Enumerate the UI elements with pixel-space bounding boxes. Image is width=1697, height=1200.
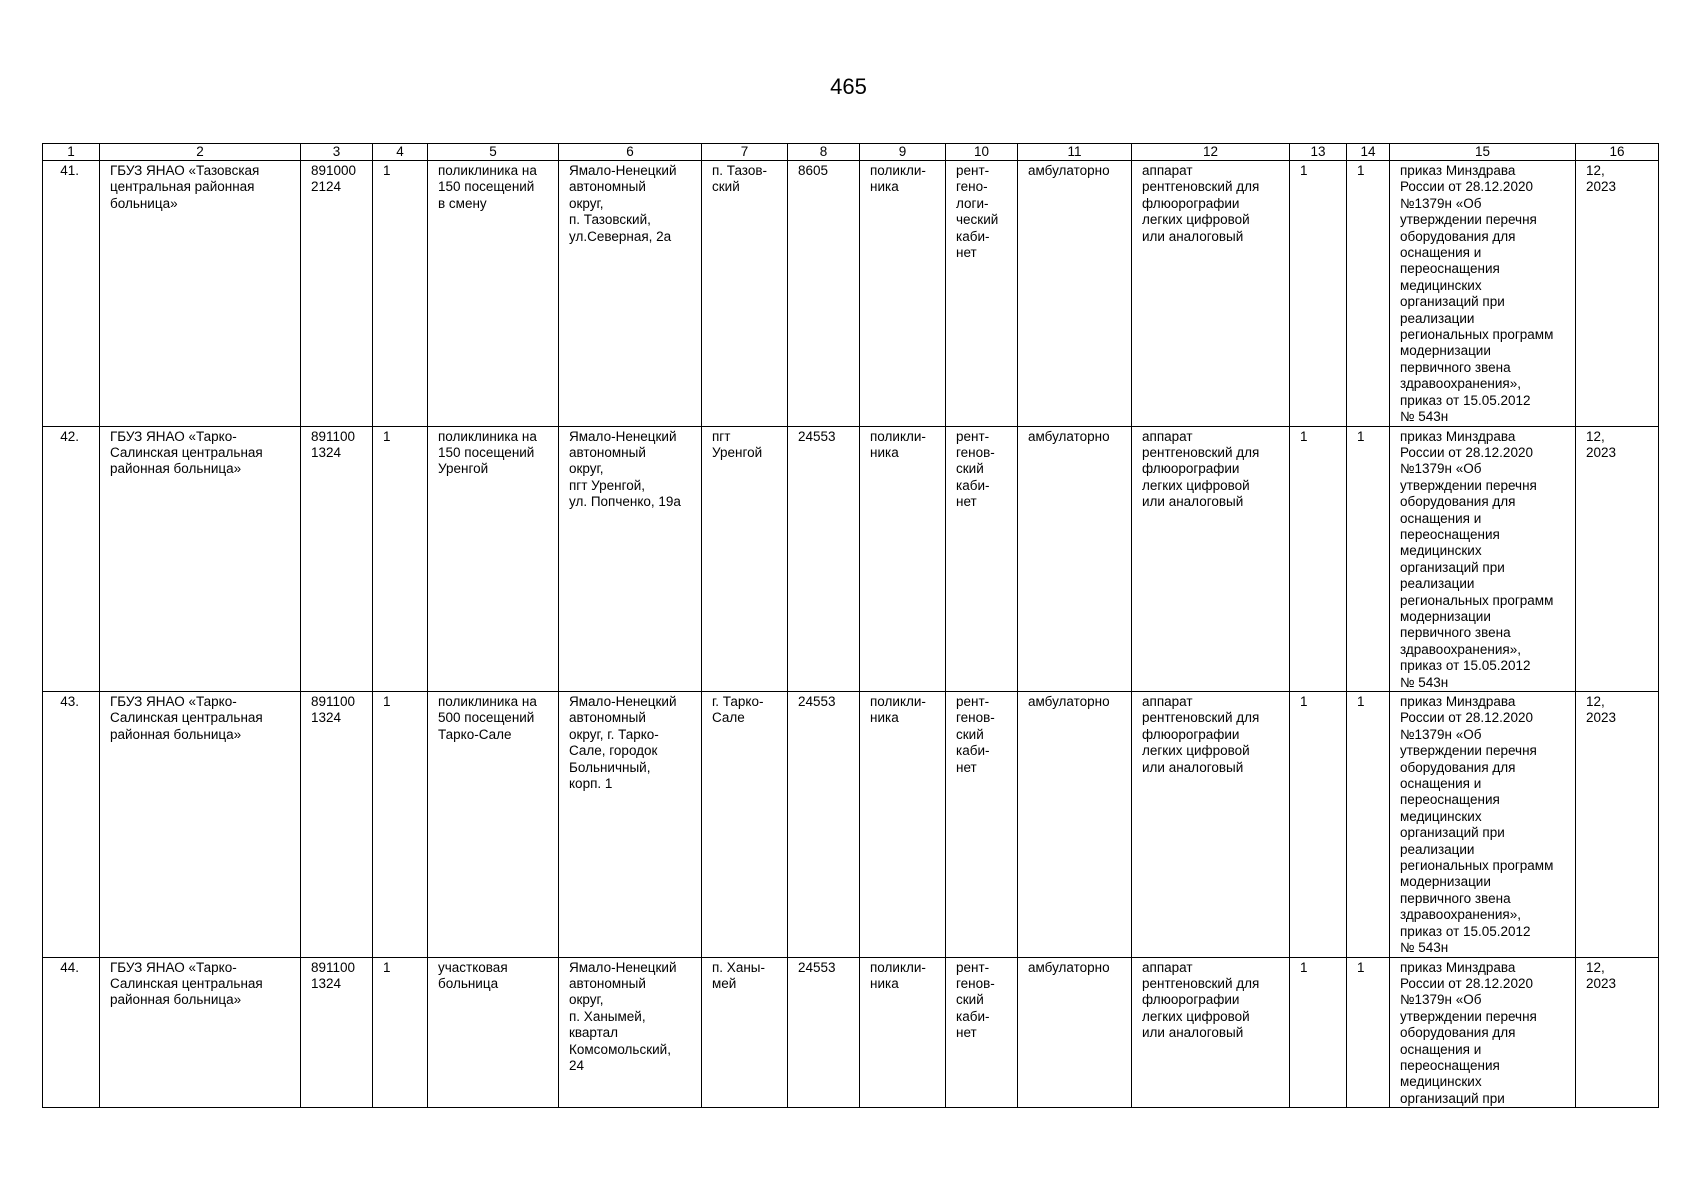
care-conditions: амбулаторно (1018, 957, 1132, 1108)
unit-type: поликли- ника (860, 426, 946, 692)
institution-code: 891100 1324 (301, 692, 373, 958)
deadline: 12, 2023 (1576, 426, 1659, 692)
regulatory-basis: приказ Минздрава России от 28.12.2020 №1379н «Об утверждении перечня оборудования для оснащения и переоснащения медицинских организаций при реализации региональных программ модернизации первичного звена здравоохранения», приказ от 15.05.2012 № 543н (1390, 692, 1576, 958)
row-number: 44. (43, 957, 100, 1108)
column-header: 7 (702, 144, 788, 161)
facility-type: поликлиника на 500 посещений Тарко-Сале (428, 692, 559, 958)
facility-address: Ямало-Ненецкий автономный округ, п. Тазовский, ул.Северная, 2а (559, 161, 702, 427)
column-header: 2 (100, 144, 301, 161)
table-row (43, 161, 1659, 427)
institution-code: 891100 1324 (301, 957, 373, 1108)
institution-name: ГБУЗ ЯНАО «Тарко- Салинская центральная районная больница» (100, 426, 301, 692)
regulatory-basis: приказ Минздрава России от 28.12.2020 №1379н «Об утверждении перечня оборудования для оснащения и переоснащения медицинских организаций при (1390, 957, 1576, 1108)
column-header: 11 (1018, 144, 1132, 161)
population: 24553 (788, 426, 860, 692)
table-header-row (43, 144, 1659, 161)
page-number: 465 (830, 74, 867, 99)
cell-col-4: 1 (373, 161, 428, 427)
facility-type: поликлиника на 150 посещений в смену (428, 161, 559, 427)
facility-address: Ямало-Ненецкий автономный округ, п. Ханымей, квартал Комсомольский, 24 (559, 957, 702, 1108)
equipment-name: аппарат рентгеновский для флюорографии легких цифровой или аналоговый (1132, 426, 1290, 692)
department: рент- генов- ский каби- нет (946, 692, 1018, 958)
equipment-name: аппарат рентгеновский для флюорографии легких цифровой или аналоговый (1132, 161, 1290, 427)
table-row (43, 426, 1659, 692)
department: рент- генов- ский каби- нет (946, 426, 1018, 692)
deadline: 12, 2023 (1576, 692, 1659, 958)
population: 8605 (788, 161, 860, 427)
column-header: 10 (946, 144, 1018, 161)
cell-col-4: 1 (373, 692, 428, 958)
institution-name: ГБУЗ ЯНАО «Тарко- Салинская центральная районная больница» (100, 957, 301, 1108)
population: 24553 (788, 957, 860, 1108)
institution-code: 891000 2124 (301, 161, 373, 427)
column-header: 5 (428, 144, 559, 161)
care-conditions: амбулаторно (1018, 692, 1132, 958)
unit-type: поликли- ника (860, 957, 946, 1108)
regulatory-basis: приказ Минздрава России от 28.12.2020 №1379н «Об утверждении перечня оборудования для оснащения и переоснащения медицинских организаций при реализации региональных программ модернизации первичного звена здравоохранения», приказ от 15.05.2012 № 543н (1390, 161, 1576, 427)
equipment-name: аппарат рентгеновский для флюорографии легких цифровой или аналоговый (1132, 957, 1290, 1108)
institution-name: ГБУЗ ЯНАО «Тазовская центральная районная больница» (100, 161, 301, 427)
unit-type: поликли- ника (860, 161, 946, 427)
institution-code: 891100 1324 (301, 426, 373, 692)
row-number: 43. (43, 692, 100, 958)
department: рент- гено- логи- ческий каби- нет (946, 161, 1018, 427)
column-header: 14 (1347, 144, 1390, 161)
deadline: 12, 2023 (1576, 161, 1659, 427)
cell-col-13: 1 (1290, 692, 1347, 958)
cell-col-14: 1 (1347, 957, 1390, 1108)
deadline: 12, 2023 (1576, 957, 1659, 1108)
facility-address: Ямало-Ненецкий автономный округ, пгт Уренгой, ул. Попченко, 19а (559, 426, 702, 692)
cell-col-13: 1 (1290, 161, 1347, 427)
row-number: 41. (43, 161, 100, 427)
column-header: 9 (860, 144, 946, 161)
department: рент- генов- ский каби- нет (946, 957, 1018, 1108)
cell-col-14: 1 (1347, 161, 1390, 427)
table-row (43, 692, 1659, 958)
care-conditions: амбулаторно (1018, 426, 1132, 692)
cell-col-13: 1 (1290, 957, 1347, 1108)
column-header: 12 (1132, 144, 1290, 161)
settlement: пгт Уренгой (702, 426, 788, 692)
column-header: 1 (43, 144, 100, 161)
table-row (43, 957, 1659, 1108)
care-conditions: амбулаторно (1018, 161, 1132, 427)
column-header: 8 (788, 144, 860, 161)
row-number: 42. (43, 426, 100, 692)
facility-address: Ямало-Ненецкий автономный округ, г. Тарко- Сале, городок Больничный, корп. 1 (559, 692, 702, 958)
cell-col-4: 1 (373, 957, 428, 1108)
settlement: п. Ханы- мей (702, 957, 788, 1108)
cell-col-4: 1 (373, 426, 428, 692)
column-header: 13 (1290, 144, 1347, 161)
cell-col-13: 1 (1290, 426, 1347, 692)
population: 24553 (788, 692, 860, 958)
cell-col-14: 1 (1347, 692, 1390, 958)
facility-type: поликлиника на 150 посещений Уренгой (428, 426, 559, 692)
settlement: п. Тазов- ский (702, 161, 788, 427)
institution-name: ГБУЗ ЯНАО «Тарко- Салинская центральная районная больница» (100, 692, 301, 958)
column-header: 4 (373, 144, 428, 161)
unit-type: поликли- ника (860, 692, 946, 958)
equipment-table (42, 143, 1659, 1108)
column-header: 6 (559, 144, 702, 161)
regulatory-basis: приказ Минздрава России от 28.12.2020 №1379н «Об утверждении перечня оборудования для оснащения и переоснащения медицинских организаций при реализации региональных программ модернизации первичного звена здравоохранения», приказ от 15.05.2012 № 543н (1390, 426, 1576, 692)
settlement: г. Тарко- Сале (702, 692, 788, 958)
column-header: 16 (1576, 144, 1659, 161)
column-header: 3 (301, 144, 373, 161)
facility-type: участковая больница (428, 957, 559, 1108)
cell-col-14: 1 (1347, 426, 1390, 692)
equipment-name: аппарат рентгеновский для флюорографии легких цифровой или аналоговый (1132, 692, 1290, 958)
column-header: 15 (1390, 144, 1576, 161)
